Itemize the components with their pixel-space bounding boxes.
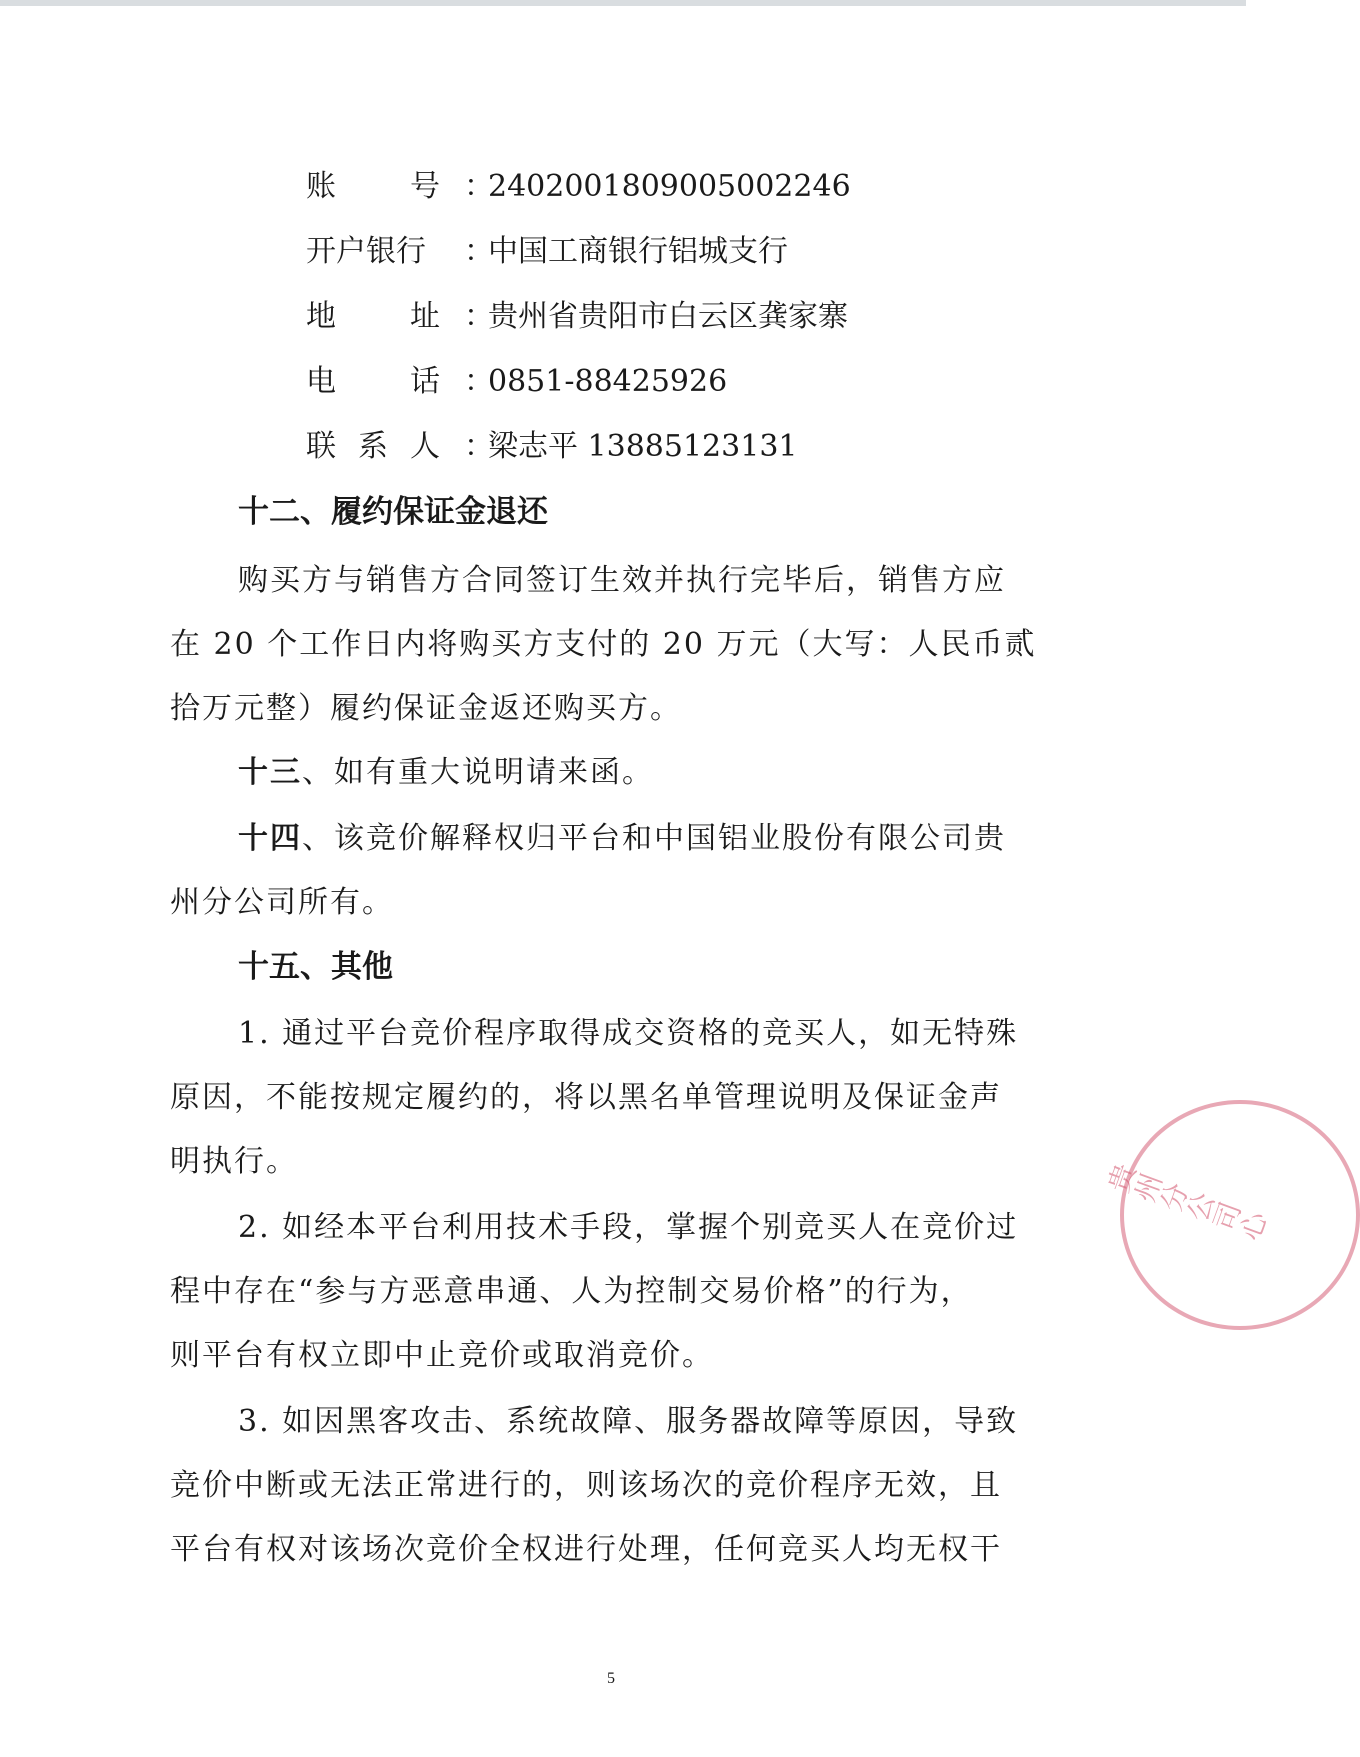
section-12-line: 拾万元整）履约保证金返还购买方。 bbox=[170, 691, 682, 726]
item-1-line: 原因，不能按规定履约的，将以黑名单管理说明及保证金声 bbox=[170, 1080, 1002, 1115]
phone-value: 0851-88425926 bbox=[488, 364, 728, 399]
contact-value: 梁志平 13885123131 bbox=[488, 429, 798, 464]
section-12-heading: 十二、履约保证金退还 bbox=[238, 494, 548, 530]
address-row: 地 址 ：贵州省贵阳市白云区龚家寨 bbox=[306, 297, 848, 337]
address-label: 地 址 bbox=[306, 299, 440, 334]
account-value: 2402001809005002246 bbox=[488, 169, 851, 204]
section-13-line: 十三、如有重大说明请来函。 bbox=[238, 755, 654, 790]
section-12-line: 购买方与销售方合同签订生效并执行完毕后，销售方应 bbox=[238, 563, 1006, 598]
item-2-line: 2. 如经本平台利用技术手段，掌握个别竞买人在竞价过 bbox=[238, 1210, 1019, 1245]
account-row: 账 号 ：2402001809005002246 bbox=[306, 167, 851, 207]
address-value: 贵州省贵阳市白云区龚家寨 bbox=[488, 299, 848, 334]
page-number: 5 bbox=[607, 1670, 615, 1687]
section-14-line: 州分公司所有。 bbox=[170, 885, 394, 920]
contact-row: 联 系 人 ：梁志平 13885123131 bbox=[306, 427, 798, 467]
bank-value: 中国工商银行铝城支行 bbox=[488, 234, 788, 269]
contact-label: 联 系 人 bbox=[306, 429, 440, 464]
item-3-line: 3. 如因黑客攻击、系统故障、服务器故障等原因，导致 bbox=[238, 1404, 1019, 1439]
item-1-line: 1. 通过平台竞价程序取得成交资格的竞买人，如无特殊 bbox=[238, 1016, 1019, 1051]
section-12-line: 在 20 个工作日内将购买方支付的 20 万元（大写：人民币贰 bbox=[170, 627, 1037, 662]
item-3-line: 平台有权对该场次竞价全权进行处理，任何竞买人均无权干 bbox=[170, 1532, 1002, 1567]
company-seal bbox=[1101, 1100, 1272, 1330]
item-2-line: 则平台有权立即中止竞价或取消竞价。 bbox=[170, 1338, 714, 1373]
item-2-line: 程中存在“参与方恶意串通、人为控制交易价格”的行为， bbox=[170, 1274, 973, 1309]
phone-row: 电 话 ：0851-88425926 bbox=[306, 362, 727, 402]
account-label: 账 号 bbox=[306, 169, 440, 204]
phone-label: 电 话 bbox=[306, 364, 440, 399]
seal-text: 贵州分公司心 bbox=[1101, 1158, 1272, 1248]
bank-label: 开户银行 bbox=[306, 234, 426, 269]
section-14-line: 十四、该竞价解释权归平台和中国铝业股份有限公司贵 bbox=[238, 821, 1006, 856]
item-3-line: 竞价中断或无法正常进行的，则该场次的竞价程序无效，且 bbox=[170, 1468, 1002, 1503]
item-1-line: 明执行。 bbox=[170, 1144, 298, 1179]
bank-row: 开户银行 ：中国工商银行铝城支行 bbox=[306, 232, 788, 272]
section-15-heading: 十五、其他 bbox=[238, 949, 393, 985]
